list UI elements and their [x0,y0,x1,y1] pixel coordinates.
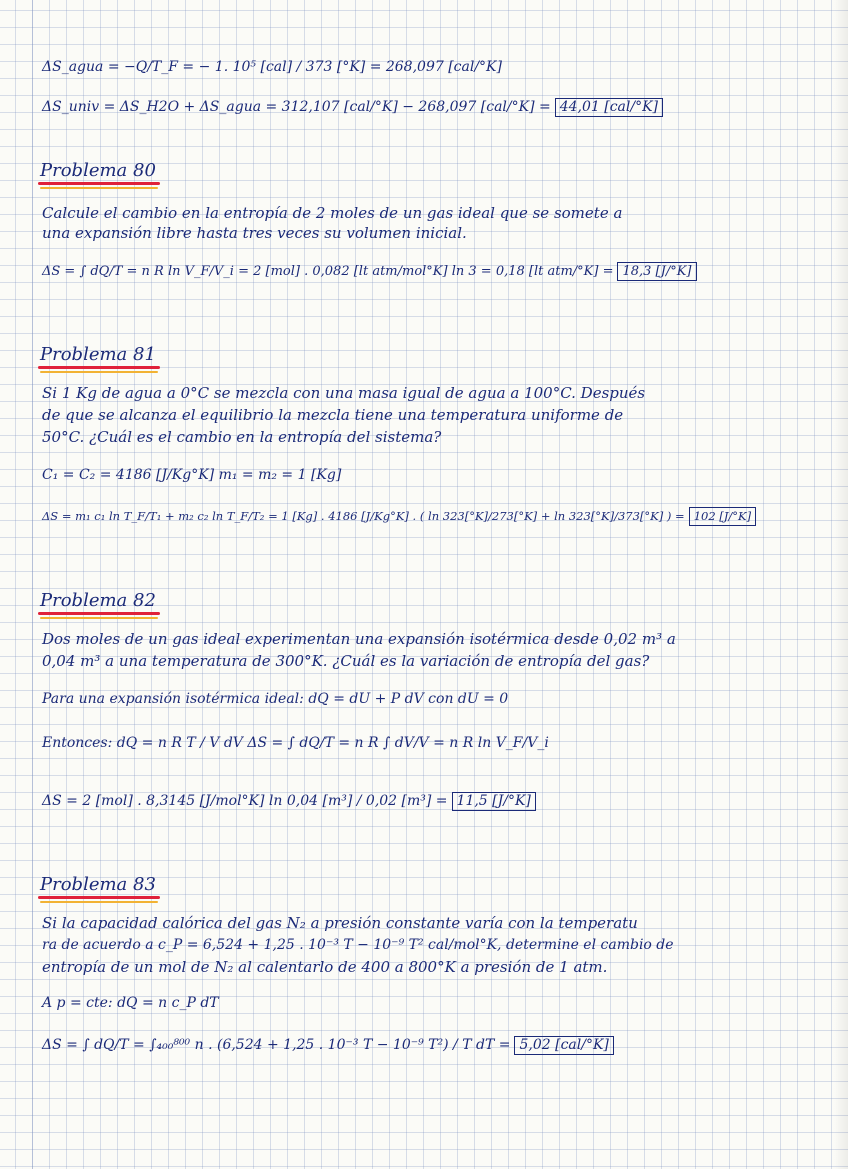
problem-81-equation [42,507,756,526]
problem-83-statement-3: entropía de un mol de N₂ al calentarlo de 400 a 800°K a presión de 1 atm. [42,958,608,976]
entropy-water-text: ΔS_agua = −Q/T_F = − 1. 10⁵ [cal] / 373 [°K] = 268,097 [cal/°K] [42,59,502,75]
problem-83-equation-text: ΔS = ∫ dQ/T = ∫₄₀₀⁸⁰⁰ n . (6,524 + 1,25 . 10⁻³ T − 10⁻⁹ T²) / T dT = [42,1037,511,1053]
problem-80-title: Problema 80 [40,160,156,181]
problem-81-result: 102 [J/°K] [689,507,756,526]
problem-80-equation-text: ΔS = ∫ dQ/T = n R ln V_F/V_i = 2 [mol] . 0,082 [lt atm/mol°K] ln 3 = 0,18 [lt atm/°K] = [42,264,614,279]
problem-83-statement-2: ra de acuerdo a c_P = 6,524 + 1,25 . 10⁻³ T − 10⁻⁹ T² cal/mol°K, determine el cambio de [42,937,674,953]
problem-80-equation [42,262,697,281]
problem-83-line-1: A p = cte: dQ = n c_P dT [42,995,219,1011]
problem-82-result: 11,5 [J/°K] [452,792,536,811]
problem-81-title: Problema 81 [40,344,156,365]
problem-82-equation [42,792,536,811]
problem-81-equation-text: ΔS = m₁ c₁ ln T_F/T₁ + m₂ c₂ ln T_F/T₂ = 1 [Kg] . 4186 [J/Kg°K] . ( ln 323[°K]/273[°K] + ln 323[°K]/373[°K] ) = [42,509,685,523]
problem-83-title: Problema 83 [40,874,156,895]
problem-81-statement-2: de que se alcanza el equilibrio la mezcla tiene una temperatura uniforme de [42,406,624,424]
page-edge [834,0,848,1169]
problem-83-statement-1: Si la capacidad calórica del gas N₂ a presión constante varía con la temperatu [42,914,638,932]
problem-83-equation [42,1036,614,1055]
problem-80-statement-1: Calcule el cambio en la entropía de 2 moles de un gas ideal que se somete a [42,204,623,222]
problem-80-statement-2: una expansión libre hasta tres veces su volumen inicial. [42,224,467,242]
entropy-universe-line [42,98,663,117]
problem-82-line-2: Entonces: dQ = n R T / V dV ΔS = ∫ dQ/T = n R ∫ dV/V = n R ln V_F/V_i [42,735,549,751]
problem-82-title: Problema 82 [40,590,156,611]
entropy-universe-text: ΔS_univ = ΔS_H2O + ΔS_agua = 312,107 [cal/°K] − 268,097 [cal/°K] = [42,99,551,115]
problem-82-equation-text: ΔS = 2 [mol] . 8,3145 [J/mol°K] ln 0,04 [m³] / 0,02 [m³] = [42,793,448,809]
entropy-water-line [42,58,502,76]
margin-line [32,0,33,1169]
problem-81-data: C₁ = C₂ = 4186 [J/Kg°K] m₁ = m₂ = 1 [Kg] [42,467,342,483]
problem-82-statement-2: 0,04 m³ a una temperatura de 300°K. ¿Cuál es la variación de entropía del gas? [42,652,650,670]
problem-83-result: 5,02 [cal/°K] [514,1036,613,1055]
problem-81-statement-1: Si 1 Kg de agua a 0°C se mezcla con una masa igual de agua a 100°C. Después [42,384,646,402]
entropy-universe-result: 44,01 [cal/°K] [555,98,663,117]
problem-82-line-1: Para una expansión isotérmica ideal: dQ = dU + P dV con dU = 0 [42,691,509,707]
problem-82-statement-1: Dos moles de un gas ideal experimentan una expansión isotérmica desde 0,02 m³ a [42,630,676,648]
problem-80-result: 18,3 [J/°K] [617,262,696,281]
problem-81-statement-3: 50°C. ¿Cuál es el cambio en la entropía del sistema? [42,428,442,446]
